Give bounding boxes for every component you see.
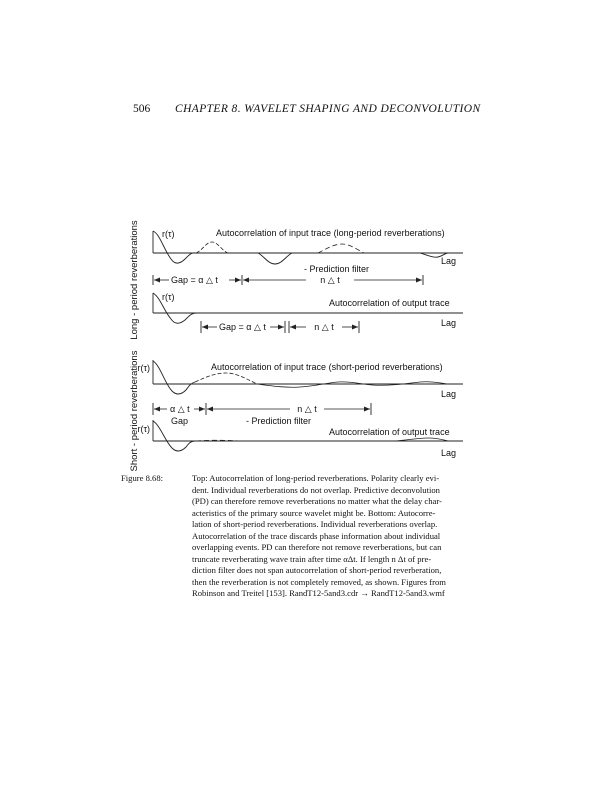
arrowhead bbox=[199, 407, 205, 412]
n-dt-label: n △ t bbox=[297, 404, 317, 414]
arrowhead bbox=[278, 325, 284, 330]
caption-line: Robinson and Treitel [153]. RandT12-5and3.cdr → RandT12-5and3.wmf bbox=[192, 588, 445, 599]
caption-line: truncate reverberating wave train after time αΔt. If length n Δt of pre- bbox=[192, 553, 432, 564]
reverberation-curve bbox=[257, 382, 448, 388]
reverberation-curve bbox=[196, 242, 228, 253]
n-dt-label: n △ t bbox=[320, 275, 340, 285]
arrowhead bbox=[154, 407, 160, 412]
input-autocorrelation-title: Autocorrelation of input trace (long-period reverberations) bbox=[216, 228, 445, 238]
output-autocorrelation-title: Autocorrelation of output trace bbox=[329, 427, 450, 437]
autocorrelation-curve bbox=[153, 361, 195, 394]
reverberation-curve bbox=[318, 244, 364, 253]
caption-line: overlapping events. PD can therefore not remove reverberations, but can bbox=[192, 542, 442, 553]
caption-label: Figure 8.68: bbox=[121, 473, 164, 483]
caption-line: then the reverberation is not completely removed, as shown. Figures from bbox=[192, 576, 446, 587]
gap-label: Gap = α △ t bbox=[219, 322, 266, 332]
side-label-long-period: Long - period reverberations bbox=[129, 220, 140, 340]
lag-label: Lag bbox=[441, 318, 457, 328]
arrowhead bbox=[364, 407, 370, 412]
bottom-input-autocorrelation bbox=[137, 360, 463, 426]
arrowhead bbox=[202, 325, 208, 330]
lag-label: Lag bbox=[441, 389, 457, 399]
caption-line: Autocorrelation of the trace discards phase information about individual bbox=[192, 530, 441, 541]
caption-line: diction filter does not span autocorrelation of short-period reverberation, bbox=[192, 565, 442, 576]
caption-body bbox=[192, 473, 480, 600]
arrowhead bbox=[243, 278, 249, 283]
caption-line: (PD) can therefore remove reverberations no matter what the delay char- bbox=[192, 496, 442, 507]
page-number: 506 bbox=[133, 103, 151, 115]
n-dt-label: n △ t bbox=[314, 322, 334, 332]
r-tau-label: r(τ) bbox=[162, 229, 175, 239]
arrowhead bbox=[235, 278, 241, 283]
arrowhead bbox=[290, 325, 296, 330]
arrowhead bbox=[416, 278, 422, 283]
gap-label: Gap = α △ t bbox=[171, 275, 218, 285]
alpha-dt-label: α △ t bbox=[170, 404, 190, 414]
r-tau-label: r(τ) bbox=[137, 363, 150, 373]
arrowhead bbox=[207, 407, 213, 412]
r-tau-label: r(τ) bbox=[137, 424, 150, 434]
top-input-autocorrelation bbox=[153, 228, 463, 285]
r-tau-label: r(τ) bbox=[162, 292, 175, 302]
caption-line: Top: Autocorrelation of long-period reverberations. Polarity clearly evi- bbox=[192, 473, 440, 483]
caption-line: lation of short-period reverberations. Individual reverberations overlap. bbox=[192, 519, 438, 530]
side-label-short-period: Short - period reverberations bbox=[129, 350, 140, 472]
gap-label: Gap bbox=[171, 416, 189, 426]
lag-label: Lag bbox=[441, 256, 457, 266]
caption-line: acteristics of the primary source wavelet might be. Bottom: Autocorre- bbox=[192, 507, 436, 518]
arrowhead bbox=[352, 325, 358, 330]
reverberation-curve bbox=[195, 373, 257, 384]
chapter-title: CHAPTER 8. WAVELET SHAPING AND DECONVOLUTION bbox=[175, 103, 481, 115]
output-autocorrelation-title: Autocorrelation of output trace bbox=[329, 298, 450, 308]
lag-label: Lag bbox=[441, 448, 457, 458]
prediction-filter-label: - Prediction filter bbox=[246, 416, 312, 426]
top-output-autocorrelation bbox=[153, 292, 463, 333]
prediction-filter-label: - Prediction filter bbox=[304, 264, 370, 274]
reverberation-curve bbox=[258, 253, 292, 264]
arrowhead bbox=[154, 278, 160, 283]
input-autocorrelation-title: Autocorrelation of input trace (short-period reverberations) bbox=[211, 362, 443, 372]
caption-line: dent. Individual reverberations do not overlap. Predictive deconvolution bbox=[192, 484, 440, 495]
